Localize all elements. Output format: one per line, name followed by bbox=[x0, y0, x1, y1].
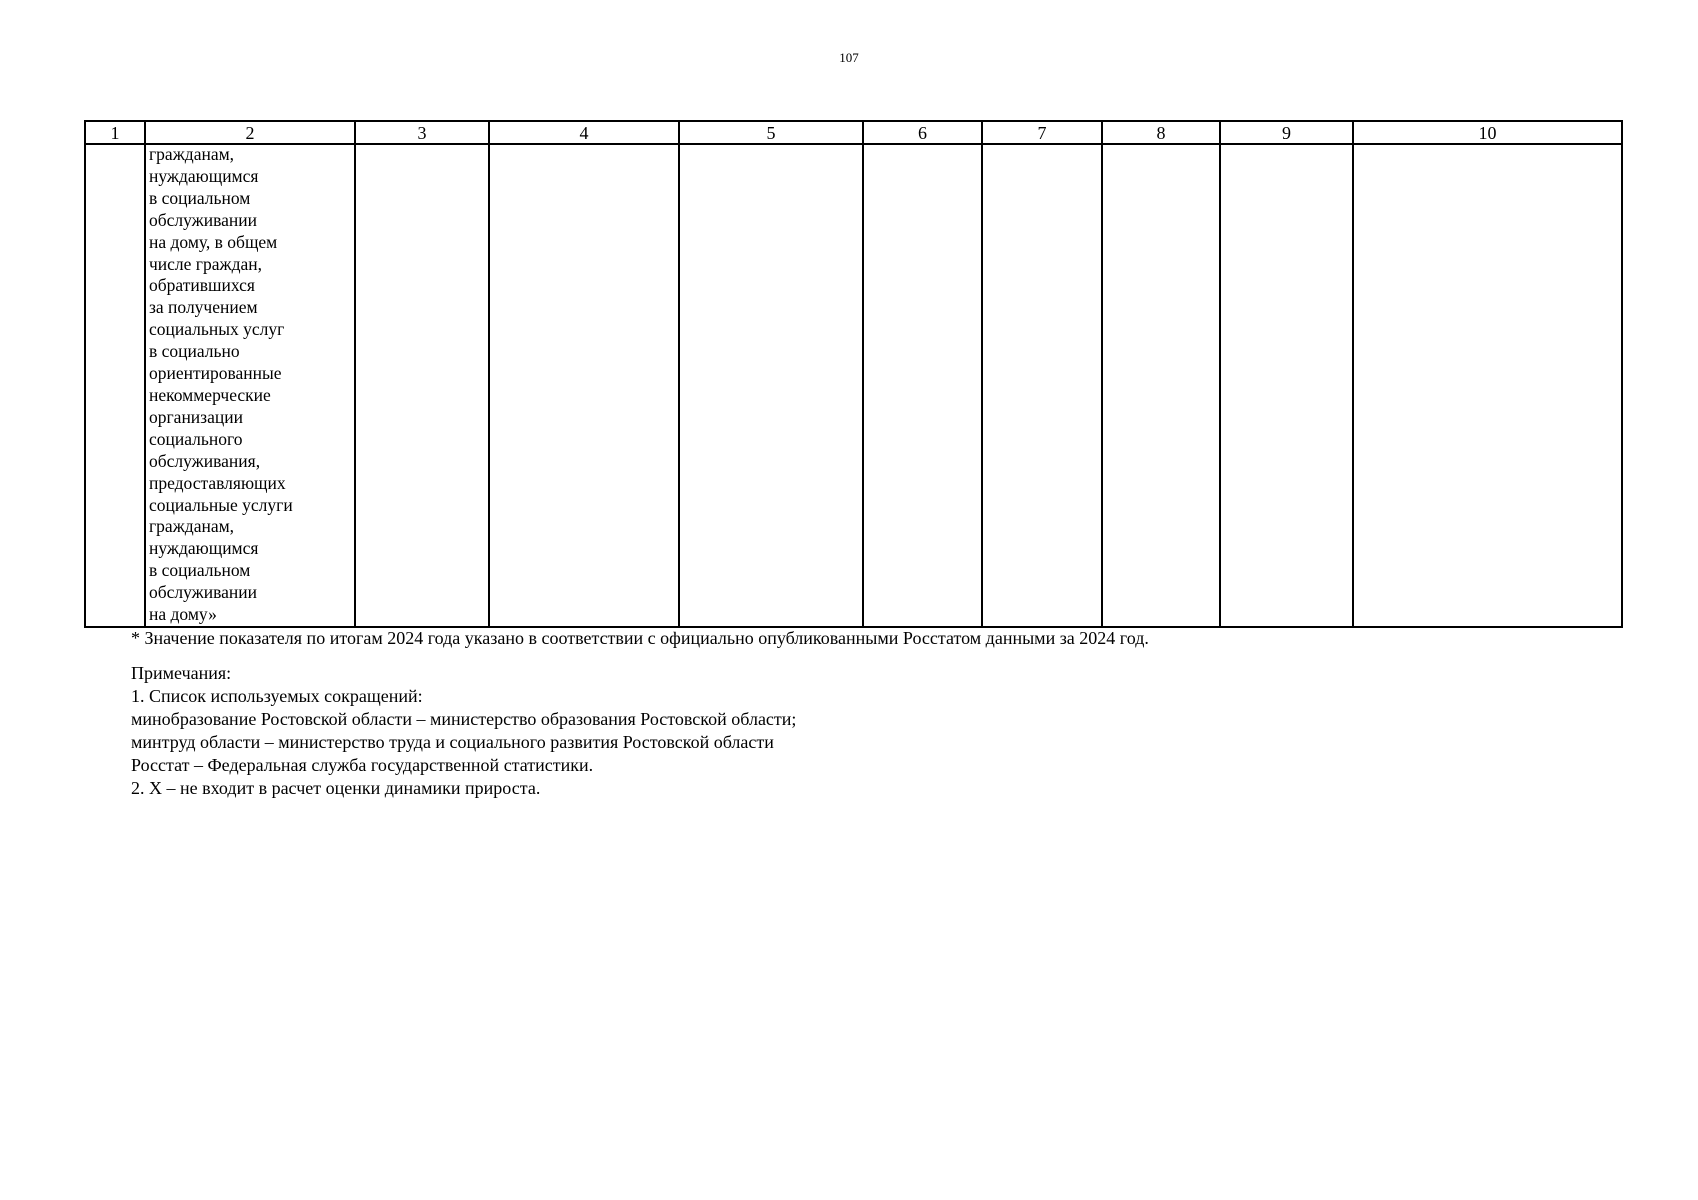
notes-heading: Примечания: bbox=[131, 663, 232, 683]
column-header-10: 10 bbox=[1353, 121, 1622, 144]
table-cell-col-5 bbox=[679, 144, 863, 627]
indicator-text-line: обратившихся bbox=[149, 275, 255, 296]
column-header-4: 4 bbox=[489, 121, 679, 144]
indicator-description bbox=[146, 144, 354, 626]
indicator-text-line: некоммерческие bbox=[149, 384, 271, 405]
table-cell-col-1 bbox=[85, 144, 145, 627]
table-cell-col-2 bbox=[145, 144, 355, 627]
footnote: * Значение показателя по итогам 2024 года указано в соответствии с официально опубликованными Росстатом данными за 2024 год. bbox=[131, 628, 1149, 648]
note-item: Росстат – Федеральная служба государственной статистики. bbox=[131, 755, 594, 775]
column-header-1: 1 bbox=[85, 121, 145, 144]
notes-section bbox=[131, 662, 796, 800]
table-row bbox=[85, 144, 1622, 627]
indicator-text-line: на дому» bbox=[149, 604, 217, 625]
column-header-5: 5 bbox=[679, 121, 863, 144]
note-item: минтруд области – министерство труда и социального развития Ростовской области bbox=[131, 732, 774, 752]
table-cell-col-9 bbox=[1220, 144, 1353, 627]
note-item: 2. Х – не входит в расчет оценки динамики прироста. bbox=[131, 778, 541, 798]
indicator-text-line: нуждающимся bbox=[149, 538, 259, 559]
indicator-text-line: обслуживания, bbox=[149, 450, 261, 471]
indicator-text-line: гражданам, bbox=[149, 516, 235, 537]
table-cell-col-3 bbox=[355, 144, 489, 627]
indicator-text-line: гражданам, bbox=[149, 144, 235, 164]
indicator-text-line: социальные услуги bbox=[149, 494, 293, 515]
column-header-7: 7 bbox=[982, 121, 1102, 144]
indicator-text-line: обслуживании bbox=[149, 582, 258, 603]
column-header-3: 3 bbox=[355, 121, 489, 144]
indicator-text-line: числе граждан, bbox=[149, 253, 263, 274]
page-number: 107 bbox=[839, 50, 859, 65]
table-cell-col-7 bbox=[982, 144, 1102, 627]
indicator-text-line: нуждающимся bbox=[149, 165, 259, 186]
indicator-text-line: организации bbox=[149, 406, 243, 427]
note-item: минобразование Ростовской области – министерство образования Ростовской области; bbox=[131, 709, 797, 729]
column-header-2: 2 bbox=[145, 121, 355, 144]
indicator-text-line: в социально bbox=[149, 341, 240, 362]
indicator-text-line: на дому, в общем bbox=[149, 231, 278, 252]
indicator-text-line: социальных услуг bbox=[149, 319, 285, 340]
indicator-text-line: за получением bbox=[149, 297, 258, 318]
column-header-9: 9 bbox=[1220, 121, 1353, 144]
table-cell-col-8 bbox=[1102, 144, 1220, 627]
indicator-text-line: в социальном bbox=[149, 560, 251, 581]
indicator-table bbox=[84, 120, 1623, 628]
indicator-text-line: предоставляющих bbox=[149, 472, 286, 493]
table-cell-col-4 bbox=[489, 144, 679, 627]
indicator-text-line: обслуживании bbox=[149, 209, 258, 230]
indicator-text-line: в социальном bbox=[149, 187, 251, 208]
note-item: 1. Список используемых сокращений: bbox=[131, 686, 423, 706]
table-header-row bbox=[85, 121, 1622, 144]
indicator-text-line: социального bbox=[149, 428, 243, 449]
column-header-6: 6 bbox=[863, 121, 982, 144]
table-cell-col-10 bbox=[1353, 144, 1622, 627]
column-header-8: 8 bbox=[1102, 121, 1220, 144]
table-cell-col-6 bbox=[863, 144, 982, 627]
indicator-text-line: ориентированные bbox=[149, 363, 282, 384]
